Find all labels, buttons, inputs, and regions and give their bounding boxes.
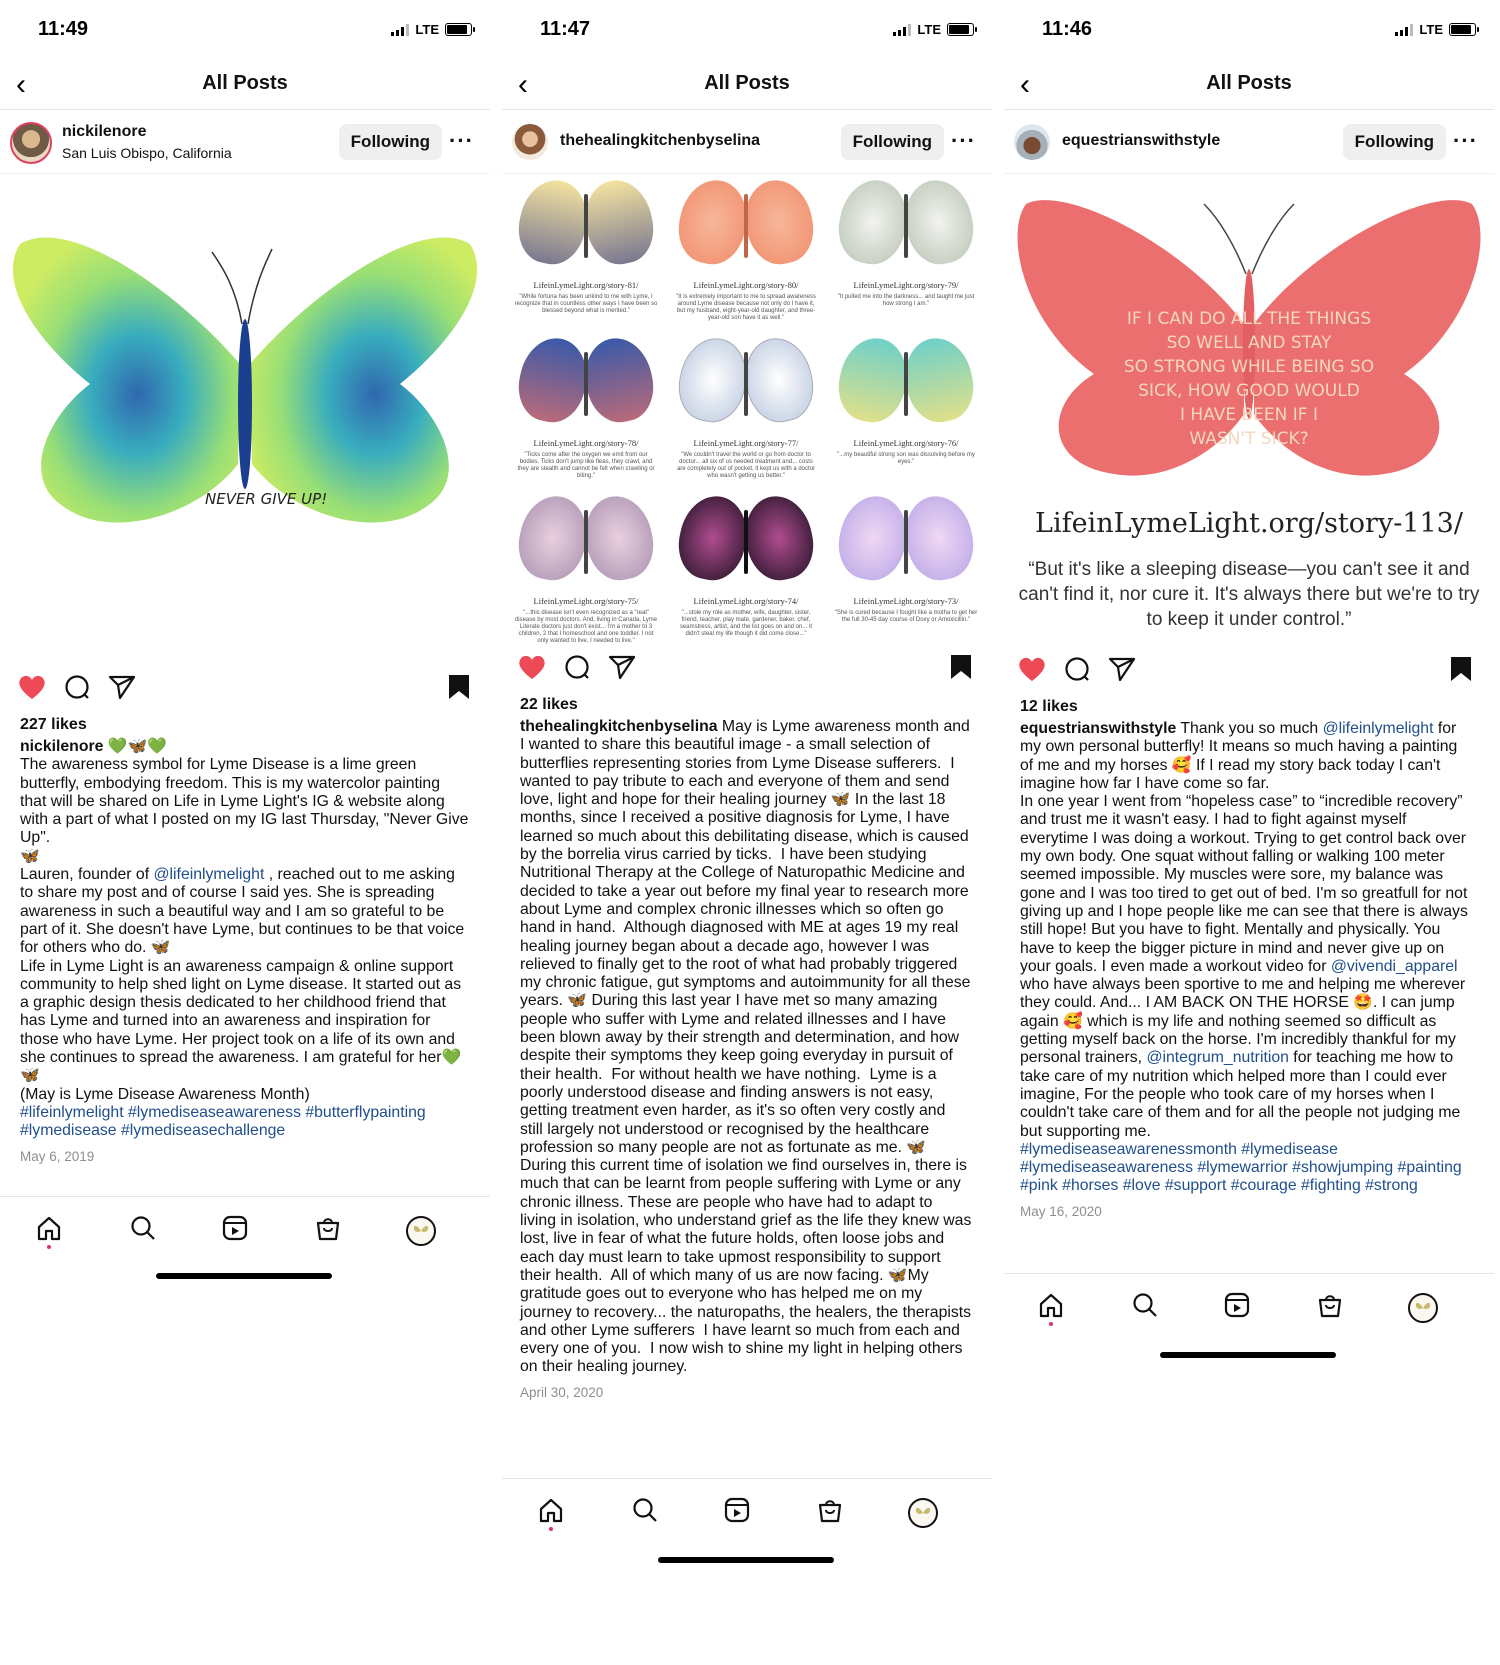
- status-bar: [0, 0, 490, 62]
- reels-icon[interactable]: [724, 1497, 750, 1523]
- story-url: LifeinLymeLight.org/story-76/: [853, 438, 959, 448]
- battery-icon: [445, 23, 472, 36]
- home-notification-dot: [1049, 1322, 1053, 1326]
- story-quote: "We couldn't travel the world or go from doctor to doctor... all six of us needed treatment and... costs are completely out of pocket, it kept us with a doctor who wasn't getting us better.": [676, 452, 816, 479]
- likes-count[interactable]: 227 likes: [20, 716, 87, 733]
- hashtags[interactable]: #lifeinlymelight #lymediseaseawareness #butterflypainting #lymedisease #lymediseasechallenge: [20, 1103, 431, 1140]
- post-header: [0, 110, 490, 174]
- comment-icon[interactable]: [564, 654, 590, 680]
- home-notification-dot: [549, 1527, 553, 1531]
- story-url: LifeinLymeLight.org/story-81/: [533, 280, 639, 290]
- butterfly-cell: [666, 492, 826, 644]
- heart-icon[interactable]: [1018, 656, 1046, 682]
- more-options-icon[interactable]: ···: [1453, 128, 1478, 153]
- story-url: LifeinLymeLight.org/story-79/: [853, 280, 959, 290]
- post-username[interactable]: nickilenore: [62, 123, 147, 140]
- comment-icon[interactable]: [64, 674, 90, 700]
- back-arrow-icon[interactable]: ‹: [1020, 68, 1030, 101]
- butterfly-cell: [666, 176, 826, 334]
- page-title: All Posts: [1206, 72, 1292, 94]
- signal-icon: [391, 24, 409, 36]
- post-panel-nickilenore: [0, 0, 490, 1665]
- shop-icon[interactable]: [315, 1215, 341, 1241]
- story-url: LifeinLymeLight.org/story-77/: [693, 438, 799, 448]
- avatar[interactable]: [1014, 124, 1050, 160]
- image-line: IF I CAN DO ALL THE THINGS: [1126, 309, 1372, 329]
- story-quote: "It pulled me into the darkness... and taught me just how strong I am.": [837, 294, 975, 307]
- butterfly-painting: [0, 174, 490, 664]
- battery-icon: [947, 23, 974, 36]
- battery-icon: [1449, 23, 1476, 36]
- image-line: SICK, HOW GOOD WOULD: [1138, 381, 1360, 401]
- mention-link[interactable]: @vivendi_apparel: [1330, 957, 1458, 975]
- story-quote: "...my beautiful strong son was dissolving before my eyes.": [837, 452, 975, 465]
- post-image[interactable]: [0, 174, 490, 664]
- page-title: All Posts: [704, 72, 790, 94]
- comment-icon[interactable]: [1064, 656, 1090, 682]
- story-quote: "She is cured because I fought like a motha to get her the full 30-45 day course of Doxy or Amoxicillin.": [834, 610, 978, 623]
- caption-username[interactable]: equestrianswithstyle: [1020, 720, 1177, 737]
- share-icon[interactable]: [108, 674, 136, 700]
- profile-avatar-icon[interactable]: [1407, 1292, 1439, 1324]
- butterfly-grid: [502, 174, 992, 644]
- butterfly-cell: [666, 334, 826, 492]
- image-story-url: LifeinLymeLight.org/story-113/: [1035, 508, 1463, 539]
- home-icon[interactable]: [1038, 1292, 1064, 1318]
- status-bar: [502, 0, 992, 62]
- story-url: LifeinLymeLight.org/story-73/: [853, 596, 959, 606]
- following-button[interactable]: Following: [339, 124, 442, 160]
- caption-text-b: for my own personal butterfly! It means so much having a painting of me and my horses 🥰 If I read my story back today I can't imagine how far I have come so far. In one year I went from “hopeless case” to “incredible recovery” and trust me it wasn't easy. I had to fight against myself everytime I was doing a workout. Trying to get control back over my own body. One squat without falling or walking 100 meter seemed impossible. My muscles were sore, my balance was gone and I was too tired to get out of bed. I'm so greatfull for not giving up and I hope people like me can see that there is always still hope! But you have to fight. Mentally and physically. You have to keep the bigger picture in mind and never give up on your goals. I even made a workout video for: [1020, 720, 1468, 975]
- image-line: SO WELL AND STAY: [1166, 333, 1332, 353]
- bottom-tab-bar: [1004, 1273, 1494, 1343]
- home-indicator[interactable]: [1160, 1352, 1336, 1358]
- post-location[interactable]: San Luis Obispo, California: [62, 145, 232, 161]
- search-icon[interactable]: [632, 1497, 658, 1523]
- story-quote: "Ticks come after the oxygen we emit from our bodies. Ticks don't jump like fleas, they crawl, and they are stealth and cannot be felt when crawling or biting.": [517, 452, 655, 479]
- hashtags[interactable]: #lymediseaseawarenessmonth #lymedisease #lymediseaseawareness #lymewarrior #showjumping #painting #pink #horses #love #support #courage #fighting #strong: [1020, 1140, 1467, 1195]
- post-caption: [0, 734, 490, 1141]
- profile-avatar-icon[interactable]: [907, 1497, 939, 1529]
- image-line: WASN'T SICK?: [1189, 429, 1309, 449]
- status-time: 11:47: [540, 18, 591, 40]
- more-options-icon[interactable]: ···: [951, 128, 976, 153]
- post-caption: [1004, 716, 1494, 1196]
- image-caption-text: NEVER GIVE UP!: [205, 490, 328, 508]
- mention-link[interactable]: @lifeinlymelight: [153, 866, 265, 884]
- share-icon[interactable]: [1108, 656, 1136, 682]
- heart-icon[interactable]: [518, 654, 546, 680]
- image-line: SO STRONG WHILE BEING SO: [1123, 357, 1375, 377]
- reels-icon[interactable]: [222, 1215, 248, 1241]
- post-image[interactable]: [502, 174, 992, 644]
- mention-link[interactable]: @integrum_nutrition: [1146, 1049, 1289, 1067]
- avatar[interactable]: [512, 124, 548, 160]
- story-url: LifeinLymeLight.org/story-80/: [693, 280, 799, 290]
- bottom-tab-bar: [502, 1478, 992, 1548]
- story-quote: "It is extremely important to me to spread awareness around Lyme disease because not only do I have it, but my husband, eight-year-old daughter, and three-year-old son have it as well.": [676, 294, 816, 321]
- story-url: LifeinLymeLight.org/story-78/: [533, 438, 639, 448]
- back-arrow-icon[interactable]: ‹: [16, 68, 26, 101]
- shop-icon[interactable]: [817, 1497, 843, 1523]
- bottom-tab-bar: [0, 1196, 490, 1266]
- post-caption: [502, 714, 992, 1377]
- home-notification-dot: [47, 1245, 51, 1249]
- story-url: LifeinLymeLight.org/story-74/: [693, 596, 799, 606]
- home-icon[interactable]: [36, 1215, 62, 1241]
- post-panel-equestrianswithstyle: [1004, 0, 1494, 1665]
- nav-bar: [1004, 62, 1494, 110]
- nav-bar: [502, 62, 992, 110]
- reels-icon[interactable]: [1224, 1292, 1250, 1318]
- butterfly-cell: [506, 334, 666, 492]
- search-icon[interactable]: [130, 1215, 156, 1241]
- home-indicator[interactable]: [156, 1273, 332, 1279]
- post-panel-thehealingkitchenbyselina: [502, 0, 992, 1665]
- share-icon[interactable]: [608, 654, 636, 680]
- network-type: LTE: [917, 22, 941, 37]
- post-date: May 16, 2020: [1020, 1203, 1102, 1219]
- post-header: [502, 110, 992, 174]
- post-username[interactable]: equestrianswithstyle: [1062, 132, 1221, 149]
- image-line: I HAVE BEEN IF I: [1180, 405, 1318, 425]
- following-button[interactable]: Following: [1343, 124, 1446, 160]
- status-time: 11:46: [1042, 18, 1093, 40]
- bookmark-icon[interactable]: [448, 674, 470, 700]
- post-actions: [1004, 646, 1494, 692]
- likes-count[interactable]: 22 likes: [520, 696, 578, 713]
- image-quote: “But it's like a sleeping disease—you can't see it and can't find it, nor cure it. It's always there but we're to try to keep it under control.”: [1018, 559, 1480, 630]
- home-indicator[interactable]: [658, 1557, 834, 1563]
- story-quote: "...this disease isn't even recognized as a "real" disease by most doctors. And, living in Canada, Lyme Literate doctors just don't exist... I'm a mother to 3 children, 2 that I homeschool and one toddler. I not only wanted to live, I needed to live.": [514, 610, 658, 644]
- status-bar: [1004, 0, 1494, 62]
- more-options-icon[interactable]: ···: [449, 128, 474, 153]
- story-url: LifeinLymeLight.org/story-75/: [533, 596, 639, 606]
- post-actions: [502, 644, 992, 690]
- bookmark-icon[interactable]: [1450, 656, 1472, 682]
- status-time: 11:49: [38, 18, 89, 40]
- avatar[interactable]: [10, 122, 52, 164]
- home-icon[interactable]: [538, 1497, 564, 1523]
- search-icon[interactable]: [1132, 1292, 1158, 1318]
- post-actions: [0, 664, 490, 710]
- nav-bar: [0, 62, 490, 110]
- network-type: LTE: [415, 22, 439, 37]
- butterfly-cell: [826, 492, 986, 644]
- caption-text-a: Thank you so much: [1176, 720, 1323, 737]
- butterfly-cell: [506, 176, 666, 334]
- profile-avatar-icon[interactable]: [405, 1215, 437, 1247]
- caption-text: May is Lyme awareness month and I wanted to share this beautiful image - a small selection of butterflies representing stories from Lyme Disease sufferers. I wanted to pay tribute to each and everyone of them and send love, light and hope for their healing journey 🦋 In the last 18 months, since I received a positive diagnosis for Lyme, I have learned so much about this debilitating disease, which is caused by the borrelia virus carried by ticks. I have been studying Nutritional Therapy at the College of Naturopathic Medicine and decided to take a year out before my final year to research more about Lyme and complex chronic illnesses which so often go hand in hand. Although diagnosed with ME at ages 19 my real healing journey began about a decade ago, however I was relieved to finally get to the root of what had probably triggered my chronic fatigue, gut symptoms and autoimmunity for all these years. 🦋 During this last year I have met so many amazing people who suffer with Lyme and related illnesses and I have been blown away by their strength and determination, and how despite their symptoms they keep going everyday in pursuit of their health. For without health we have nothing. Lyme is a poorly understood disease and finding answers is not easy, getting treatment even harder, as it's so often very costly and still largely not understood or recognised by the healthcare profession so many people are not as fortunate as me. 🦋 During this current time of isolation we find ourselves in, there is much that can be learnt from people suffering with Lyme or any chronic illness. These are people who have had to adapt to living in isolation, who understand grief as the life they knew was lost, live in fear of what the future holds, often loose jobs and each day must learn to take upmost responsibility to support their health. All of which many of us are now facing. 🦋My gratitude goes out to everyone who has helped me on my journey to recovery... the naturopaths, the healers, the therapists and other Lyme sufferers I have learnt so much from each and every one of you. I now wish to shine my light in helping others on their healing journey.: [520, 718, 976, 1376]
- story-quote: "While fortuna has been unkind to me with Lyme, I recognize that in countless other ways I have been so blessed beyond what is merited.": [514, 294, 658, 314]
- caption-text-c: who have always been sportive to me and helping me wherever they could. And... I AM BACK ON THE HORSE 🤩. I can jump again 🥰 which is my life and nothing seemed so difficult as getting myself back on the horse. I'm incredibly thankful for my personal trainers,: [1020, 957, 1470, 1067]
- caption-text-1: 💚🦋💚 The awareness symbol for Lyme Disease is a lime green butterfly, embodying freedom. This is my watercolor painting that will be shared on Life in Lyme Light's IG & website along with a part of what I posted on my IG last Thursday, "Never Give Up". 🦋 Lauren, founder of: [20, 738, 469, 884]
- post-username[interactable]: thehealingkitchenbyselina: [560, 132, 761, 149]
- post-date: May 6, 2019: [20, 1148, 95, 1164]
- following-button[interactable]: Following: [841, 124, 944, 160]
- likes-count[interactable]: 12 likes: [1020, 698, 1078, 715]
- caption-username[interactable]: thehealingkitchenbyselina: [520, 718, 718, 735]
- butterfly-cell: [506, 492, 666, 644]
- post-date: April 30, 2020: [520, 1384, 604, 1400]
- network-type: LTE: [1419, 22, 1443, 37]
- post-image[interactable]: [1004, 174, 1494, 646]
- butterfly-cell: [826, 176, 986, 334]
- signal-icon: [1395, 24, 1413, 36]
- story-quote: "...stole my role as mother, wife, daughter, sister, friend, teacher, play mate, gardener, baker, chef, seamstress, artist, and the list goes on and on... it didn't steal my life though it did come close...": [679, 610, 813, 637]
- back-arrow-icon[interactable]: ‹: [518, 68, 528, 101]
- shop-icon[interactable]: [1317, 1292, 1343, 1318]
- post-header: [1004, 110, 1494, 174]
- caption-username[interactable]: nickilenore: [20, 738, 104, 755]
- mention-link[interactable]: @lifeinlymelight: [1322, 720, 1434, 737]
- caption-text-d: for teaching me how to take care of my nutrition which helped more than I could ever imagine, For the people who took care of my horses when I couldn't take care of them and for all the people not judging me but supporting me.: [1020, 1049, 1461, 1140]
- heart-icon[interactable]: [18, 674, 46, 700]
- bookmark-icon[interactable]: [950, 654, 972, 680]
- butterfly-cell: [826, 334, 986, 492]
- caption-text-2: , reached out to me asking to share my post and of course I said yes. She is spreading awareness in such a beautiful way and I am so grateful to be part of it. She doesn't have Lyme, but continues to be that voice for others who do. 🦋 Life in Lyme Light is an awareness campaign & online support community to help shed light on Lyme disease. It started out as a graphic design thesis dedicated to her childhood friend that has Lyme and turned into an awareness and inspiration for those who have Lyme. Her project took on a life of its own and she continues to spread the awareness. I am grateful for her💚 🦋 (May is Lyme Disease Awareness Month): [20, 866, 465, 1103]
- signal-icon: [893, 24, 911, 36]
- page-title: All Posts: [202, 72, 288, 94]
